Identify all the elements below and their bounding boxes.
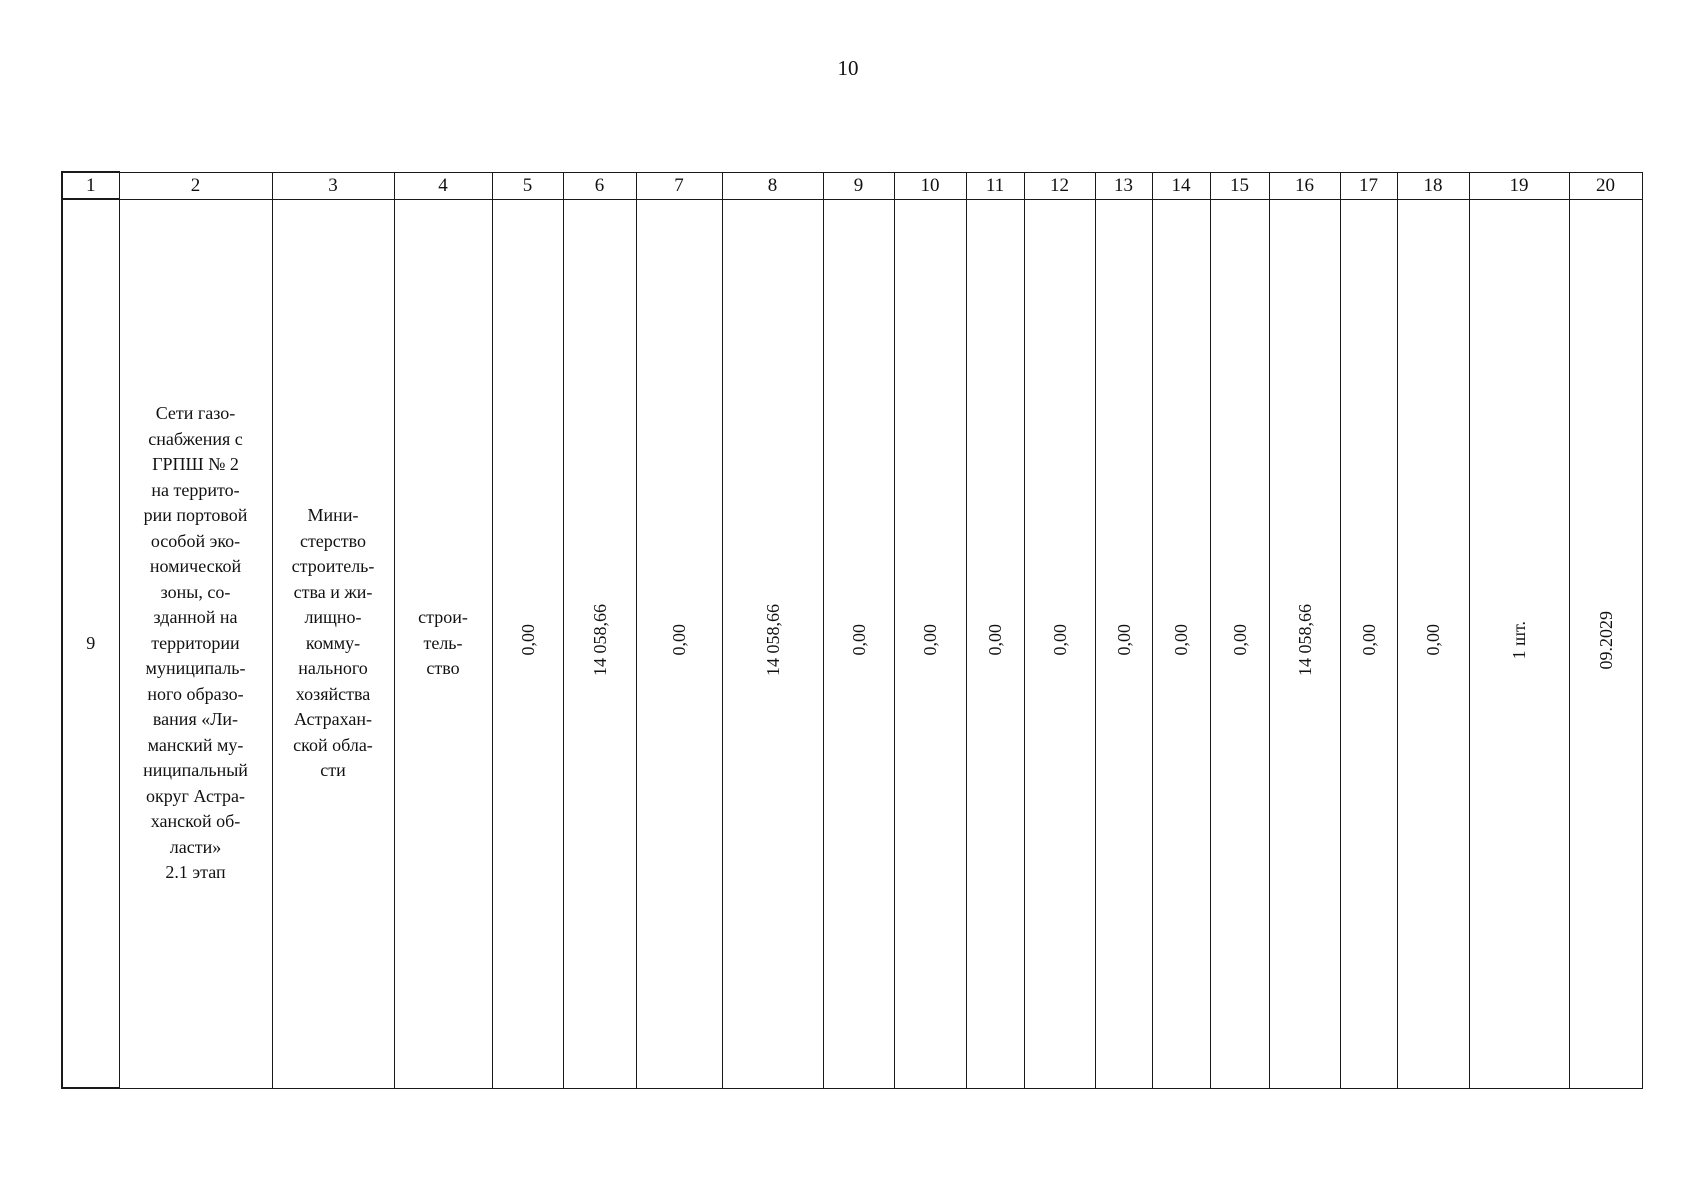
value-18: 0,00 xyxy=(1423,624,1443,656)
header-cell-6: 6 xyxy=(563,172,636,199)
row-number: 9 xyxy=(86,632,96,653)
deadline-cell xyxy=(1569,199,1642,1088)
value-cell-6 xyxy=(563,199,636,1088)
value-cell-15 xyxy=(1210,199,1269,1088)
value-17: 0,00 xyxy=(1358,624,1379,656)
header-cell-4: 4 xyxy=(394,172,492,199)
value-7: 0,00 xyxy=(669,624,689,656)
value-cell-8 xyxy=(722,199,823,1088)
header-cell-3: 3 xyxy=(272,172,394,199)
value-8: 14 058,66 xyxy=(762,603,783,676)
quantity: 1 шт. xyxy=(1509,620,1529,659)
value-6: 14 058,66 xyxy=(589,603,610,676)
value-cell-17 xyxy=(1340,199,1397,1088)
header-cell-14: 14 xyxy=(1152,172,1210,199)
value-cell-16 xyxy=(1269,199,1340,1088)
header-cell-10: 10 xyxy=(894,172,966,199)
header-cell-9: 9 xyxy=(823,172,894,199)
work-type: строи- тель- ство xyxy=(418,607,468,679)
value-11: 0,00 xyxy=(985,624,1005,656)
header-cell-19: 19 xyxy=(1469,172,1569,199)
value-10: 0,00 xyxy=(920,624,940,656)
value-12: 0,00 xyxy=(1049,624,1070,656)
value-cell-5 xyxy=(492,199,563,1088)
value-cell-13 xyxy=(1095,199,1152,1088)
header-cell-1: 1 xyxy=(62,172,119,199)
customer-name: Мини- стерство строитель- ства и жи- лищно- комму- нального хозяйства Астрахан- ской обла- сти xyxy=(291,505,375,781)
customer-cell xyxy=(272,199,394,1088)
value-cell-10 xyxy=(894,199,966,1088)
header-cell-20: 20 xyxy=(1569,172,1642,199)
header-cell-12: 12 xyxy=(1024,172,1095,199)
value-14: 0,00 xyxy=(1171,624,1191,656)
value-cell-14 xyxy=(1152,199,1210,1088)
value-16: 14 058,66 xyxy=(1294,603,1315,676)
quantity-cell xyxy=(1469,199,1569,1088)
value-15: 0,00 xyxy=(1229,624,1250,656)
object-name: Сети газо- снабжения с ГРПШ № 2 на террито- рии портовой особой эко- номической зоны, со- зданной на территории муниципаль- ного образо- вания «Ли- манский му- ниципальный округ Астра- ханской об- ласти» 2.1 этап xyxy=(143,403,248,883)
header-row xyxy=(62,172,1642,199)
value-cell-12 xyxy=(1024,199,1095,1088)
value-9: 0,00 xyxy=(848,624,869,656)
header-cell-13: 13 xyxy=(1095,172,1152,199)
value-5: 0,00 xyxy=(517,624,538,656)
value-13: 0,00 xyxy=(1113,624,1134,656)
value-cell-9 xyxy=(823,199,894,1088)
header-cell-16: 16 xyxy=(1269,172,1340,199)
data-table xyxy=(61,171,1643,1089)
object-name-cell xyxy=(119,199,272,1088)
header-cell-17: 17 xyxy=(1340,172,1397,199)
header-cell-8: 8 xyxy=(722,172,823,199)
page-number: 10 xyxy=(837,56,859,80)
header-cell-18: 18 xyxy=(1397,172,1469,199)
value-cell-7 xyxy=(636,199,722,1088)
value-cell-11 xyxy=(966,199,1024,1088)
header-cell-11: 11 xyxy=(966,172,1024,199)
deadline: 09.2029 xyxy=(1595,610,1616,669)
work-type-cell xyxy=(394,199,492,1088)
header-cell-5: 5 xyxy=(492,172,563,199)
header-cell-15: 15 xyxy=(1210,172,1269,199)
row-number-cell xyxy=(62,199,119,1088)
table-row xyxy=(62,199,1642,1088)
value-cell-18 xyxy=(1397,199,1469,1088)
header-cell-2: 2 xyxy=(119,172,272,199)
header-cell-7: 7 xyxy=(636,172,722,199)
